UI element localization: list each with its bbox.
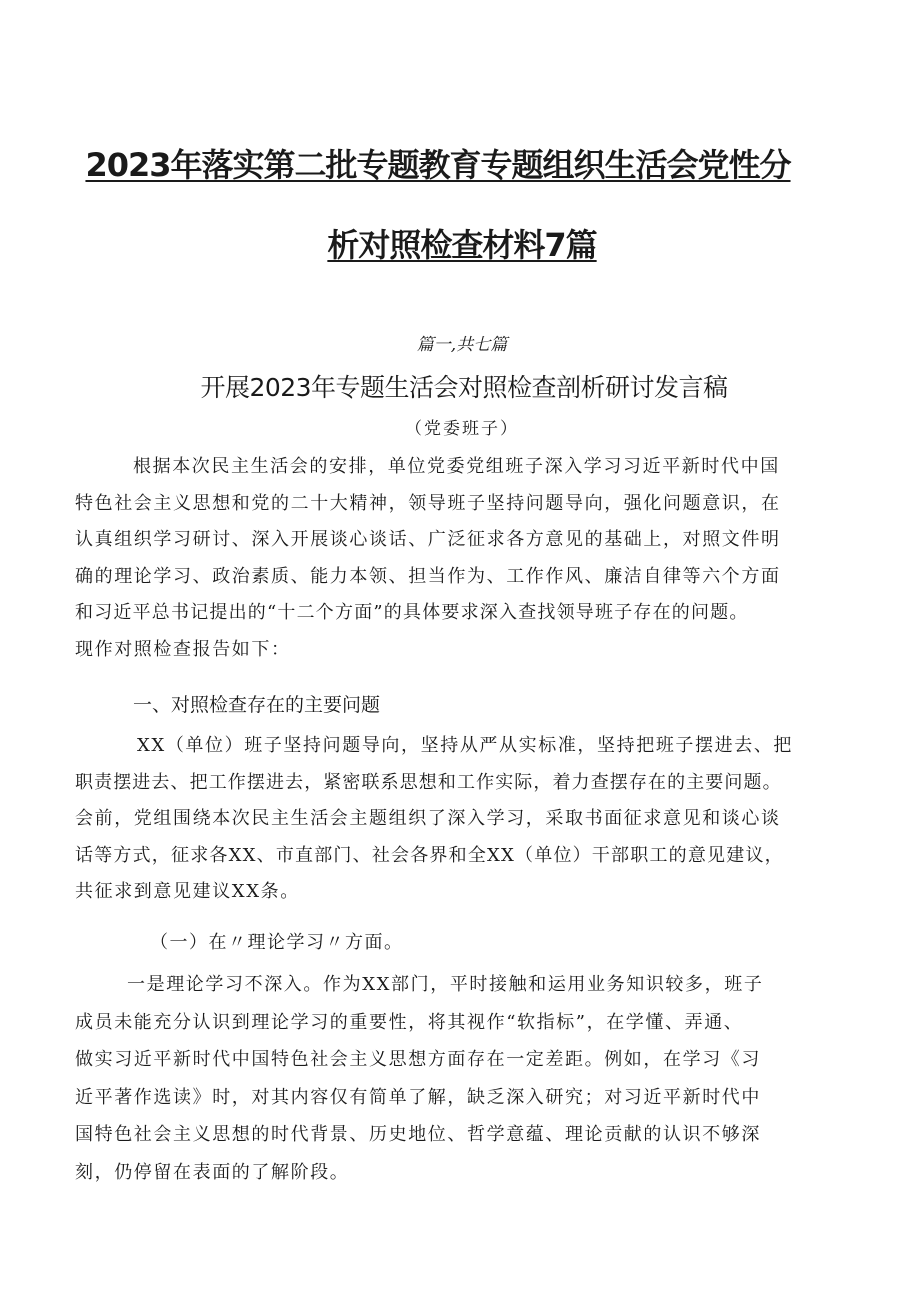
paragraph-line: 国特色社会主义思想的时代背景、历史地位、哲学意蕴、理论贡献的认识不够深	[75, 1124, 761, 1145]
document-title-line2: 析对照检查材料7篇	[327, 226, 597, 264]
paragraph-line: 刻，仍停留在表面的了解阶段。	[75, 1161, 350, 1183]
section-paragraph	[75, 728, 875, 911]
article-subheading: （党委班子）	[405, 419, 519, 439]
subsection-paragraph	[75, 966, 875, 1191]
document-title-line1: 2023年落实第二批专题教育专题组织生活会党性分	[85, 146, 791, 184]
paragraph-line: 做实习近平新时代中国特色社会主义思想方面存在一定差距。例如，在学习《习	[75, 1049, 761, 1070]
series-label: 篇一,共七篇	[416, 335, 508, 355]
paragraph-line: 会前，党组围绕本次民主生活会主题组织了深入学习，采取书面征求意见和谈心谈	[75, 808, 781, 829]
paragraph-line: 话等方式，征求各XX、市直部门、社会各界和全XX（单位）干部职工的意见建议，	[75, 844, 784, 866]
paragraph-line: 和习近平总书记提出的“十二个方面”的具体要求深入查找领导班子存在的问题。	[75, 602, 749, 623]
article-heading: 开展2023年专题生活会对照检查剖析研讨发言稿	[200, 373, 728, 402]
subsection-heading: （一）在〃理论学习〃方面。	[150, 932, 404, 953]
section-heading: 一、对照检查存在的主要问题	[133, 694, 381, 716]
intro-paragraph	[75, 449, 875, 668]
paragraph-line: 近平著作选读》时，对其内容仅有简单了解，缺乏深入研究；对习近平新时代中	[75, 1086, 761, 1108]
paragraph-line: 认真组织学习研讨、深入开展谈心谈话、广泛征求各方意见的基础上，对照文件明	[75, 529, 781, 550]
paragraph-line: 成员未能充分认识到理论学习的重要性，将其视作“软指标”，在学懂、弄通、	[75, 1011, 744, 1033]
paragraph-line: 确的理论学习、政治素质、能力本领、担当作为、工作作风、廉洁自律等六个方面	[75, 565, 781, 587]
paragraph-line: 特色社会主义思想和党的二十大精神，领导班子坚持问题导向，强化问题意识，在	[75, 492, 781, 514]
paragraph-line: 职责摆进去、把工作摆进去，紧密联系思想和工作实际，着力查摆存在的主要问题。	[75, 771, 782, 793]
paragraph-line: 根据本次民主生活会的安排，单位党委党组班子深入学习习近平新时代中国	[133, 456, 780, 477]
paragraph-line: 共征求到意见建议XX条。	[75, 881, 300, 902]
paragraph-line: XX（单位）班子坚持问题导向，坚持从严从实标准，坚持把班子摆进去、把	[137, 735, 794, 756]
paragraph-line: 一是理论学习不深入。作为XX部门，平时接触和运用业务知识较多，班子	[127, 974, 764, 995]
paragraph-line: 现作对照检查报告如下：	[75, 638, 291, 660]
